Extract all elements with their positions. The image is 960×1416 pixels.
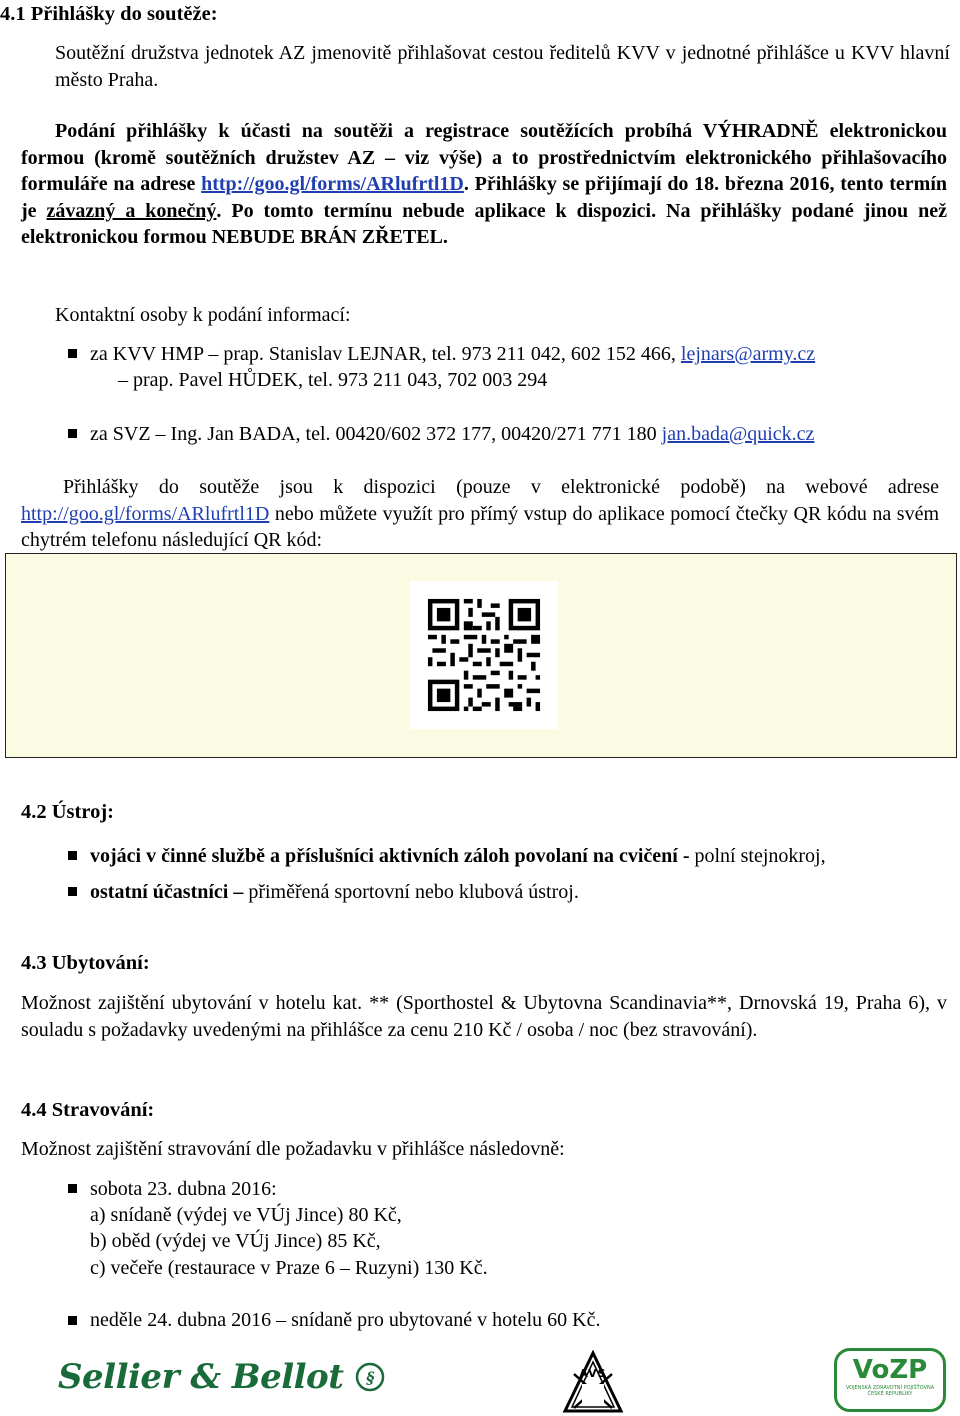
s41-paragraph-3: [21, 474, 939, 554]
uniform-soldiers-rest: polní stejnokroj,: [689, 845, 826, 867]
avs-letters: AVS: [579, 1367, 607, 1380]
contact-svz-text: za SVZ – Ing. Jan BADA, tel. 00420/602 372 177, 00420/271 771 180: [90, 423, 657, 445]
uniform-others: [90, 879, 579, 906]
bada-email-link[interactable]: jan.bada@quick.cz: [661, 423, 815, 445]
bullet-icon: [68, 349, 77, 358]
svg-text:§: §: [365, 1368, 374, 1387]
vozp-logo-text: VoZP: [852, 1355, 928, 1385]
avs-emblem-icon: [560, 1350, 626, 1414]
vozp-logo-subtitle: VOJENSKÁ ZDRAVOTNÍ POJIŠŤOVNA ČESKÉ REPUBLIKY: [845, 1385, 935, 1397]
s41-p2-text-c: . Po tomto termínu nebude aplikace k dispozici. Na přihlášky podané jinou než elektronickou formou NEBUDE BRÁN ZŘETEL.: [21, 199, 948, 248]
saturday-title: sobota 23. dubna 2016:: [90, 1178, 277, 1200]
saturday-breakfast: a) snídaně (výdej ve VÚj Jince) 80 Kč,: [90, 1204, 402, 1226]
uniform-soldiers-bold: vojáci v činné službě a příslušníci aktivních záloh povolaní na cvičení -: [90, 845, 690, 867]
uniform-others-rest: přiměřená sportovní nebo klubová ústroj.: [243, 881, 579, 903]
section-4-1-heading: 4.1 Přihlášky do soutěže:: [0, 3, 218, 25]
bullet-icon: [68, 851, 77, 860]
saturday-dinner: c) večeře (restaurace v Praze 6 – Ruzyni) 130 Kč.: [90, 1257, 488, 1279]
bullet-icon: [68, 1184, 77, 1193]
bullet-icon: [68, 429, 77, 438]
uniform-soldiers: [90, 843, 826, 870]
sellier-bellot-logo-text: Sellier & Bellot: [58, 1357, 344, 1397]
contact-kvv-2: – prap. Pavel HŮDEK, tel. 973 211 043, 702 003 294: [118, 369, 548, 391]
s41-paragraph-2: [21, 118, 947, 251]
saturday-lunch: b) oběd (výdej ve VÚj Jince) 85 Kč,: [90, 1230, 381, 1252]
form-link-2[interactable]: http://goo.gl/forms/ARlufrtl1D: [21, 502, 270, 525]
sunday-breakfast: neděle 24. dubna 2016 – snídaně pro ubytované v hotelu 60 Kč.: [90, 1309, 601, 1331]
deadline-emphasis: závazný a konečný: [46, 199, 217, 222]
section-4-3-heading: 4.3 Ubytování:: [21, 952, 150, 974]
form-link[interactable]: http://goo.gl/forms/ARlufrtl1D: [201, 173, 464, 195]
bullet-icon: [68, 887, 77, 896]
vozp-logo: [834, 1348, 946, 1412]
s41-p2-text-a: Podání přihlášky k účasti na soutěži a registrace soutěžících probíhá VÝHRADNĚ elektronickou formou (kromě soutěžních družstev AZ – viz výše) a to prostřednictvím elektronického přihlašovacího formuláře na adrese: [21, 120, 947, 195]
s41-p2-text-b: . Přihlášky se přijímají do 18. března 2016, tento termín je: [21, 173, 947, 222]
section-4-4-heading: 4.4 Stravování:: [21, 1099, 155, 1121]
contact-kvv: [90, 341, 815, 368]
uniform-others-bold: ostatní účastníci –: [90, 881, 244, 903]
qr-code-box: [5, 553, 957, 758]
qr-code-icon[interactable]: [410, 581, 558, 729]
accommodation-text: Možnost zajištění ubytování v hotelu kat. ** (Sporthostel & Ubytovna Scandinavia**, Drnovská 19, Praha 6), v souladu s požadavky uvedenými na přihlášce za cenu 210 Kč / osoba / noc (bez stravování).: [21, 992, 947, 1041]
s41-p3-text-b: nebo můžete využít pro přímý vstup do aplikace pomocí čtečky QR kódu na svém chytrém telefonu následující QR kód:: [21, 502, 940, 551]
section-4-2-heading: 4.2 Ústroj:: [21, 801, 114, 823]
contacts-title: Kontaktní osoby k podání informací:: [55, 304, 351, 326]
contact-kvv-text: za KVV HMP – prap. Stanislav LEJNAR, tel. 973 211 042, 602 152 466,: [90, 343, 676, 365]
s41-paragraph-1: [55, 40, 950, 93]
sb-emblem-icon: [355, 1362, 385, 1392]
contact-svz: [90, 421, 814, 448]
catering-intro: Možnost zajištění stravování dle požadavku v přihlášce následovně:: [21, 1138, 565, 1160]
sellier-bellot-logo: [58, 1357, 385, 1397]
s41-p1-text: Soutěžní družstva jednotek AZ jmenovitě přihlašovat cestou ředitelů KVV v jednotné přihlášce u KVV hlavní město Praha.: [55, 42, 950, 91]
lejnar-email-link[interactable]: lejnars@army.cz: [680, 343, 816, 365]
bullet-icon: [68, 1316, 77, 1325]
s41-p3-text-a: Přihlášky do soutěže jsou k dispozici (pouze v elektronické podobě) na webové adrese: [63, 476, 939, 498]
